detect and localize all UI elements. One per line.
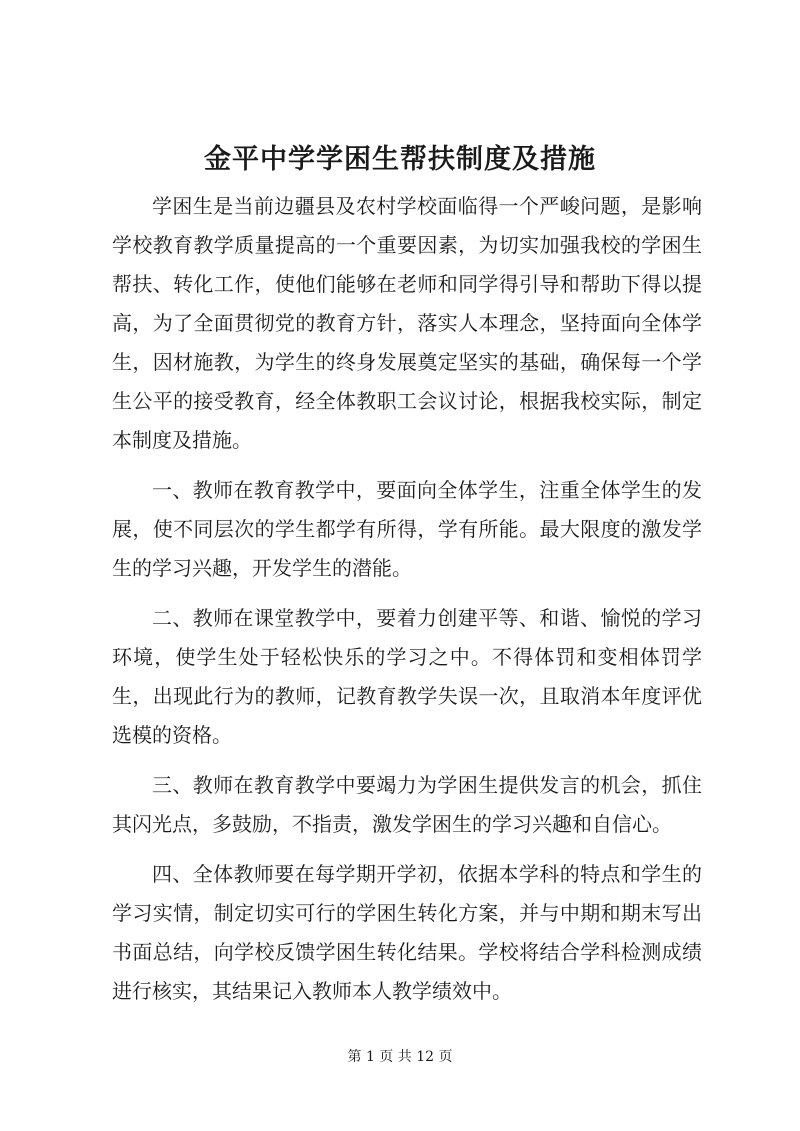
paragraph-item-2: 二、教师在课堂教学中，要着力创建平等、和谐、愉悦的学习环境，使学生处于轻松快乐的学习之中。不得体罚和变相体罚学生，出现此行为的教师，记教育教学失误一次，且取消本年度评优选模的资格。 (112, 606, 702, 747)
paragraph-intro: 学困生是当前边疆县及农村学校面临得一个严峻问题，是影响学校教育教学质量提高的一个重要因素，为切实加强我校的学困生帮扶、转化工作，使他们能够在老师和同学得引导和帮助下得以提高，为了全面贯彻党的教育方针，落实人本理念，坚持面向全体学生，因材施教，为学生的终身发展奠定坚实的基础，确保每一个学生公平的接受教育，经全体教职工会议讨论，根据我校实际，制定本制度及措施。 (112, 194, 702, 452)
paragraph-item-3: 三、教师在教育教学中要竭力为学困生提供发言的机会，抓住其闪光点，多鼓励，不指责，激发学困生的学习兴趣和自信心。 (112, 773, 702, 836)
paragraph-item-1: 一、教师在教育教学中，要面向全体学生，注重全体学生的发展，使不同层次的学生都学有所得，学有所能。最大限度的激发学生的学习兴趣，开发学生的潜能。 (112, 478, 702, 580)
page-number-footer: 第 1 页 共 12 页 (347, 1049, 453, 1065)
document-body (112, 187, 702, 1022)
document-title: 金平中学学困生帮扶制度及措施 (204, 144, 596, 175)
paragraph-item-4: 四、全体教师要在每学期开学初，依据本学科的特点和学生的学习实情，制定切实可行的学困生转化方案，并与中期和期末写出书面总结，向学校反馈学困生转化结果。学校将结合学科检测成绩进行核实，其结果记入教师本人教学绩效中。 (112, 862, 702, 1003)
